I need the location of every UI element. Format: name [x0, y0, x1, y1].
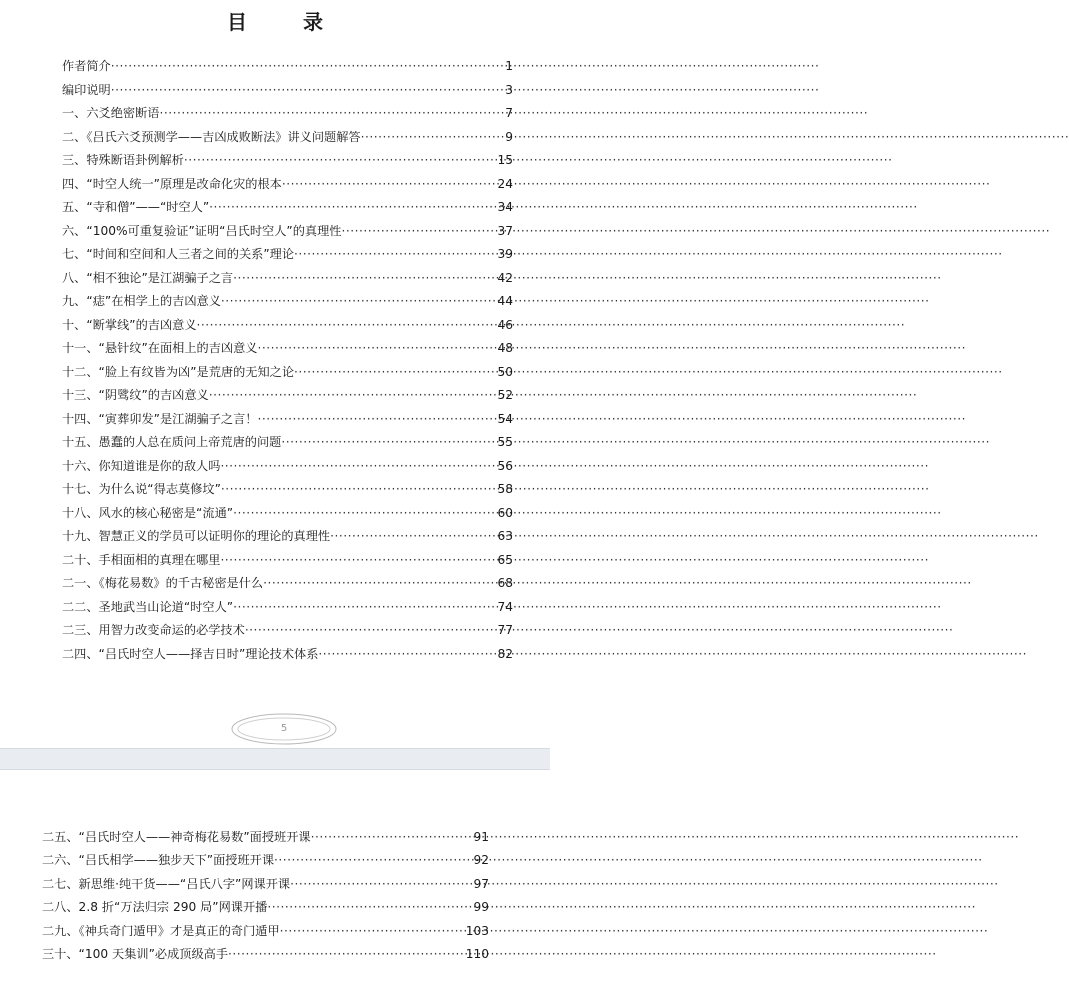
toc-entry-page: 103 — [465, 923, 489, 938]
toc-entry-page: 15 — [497, 153, 513, 167]
toc-entry-page: 37 — [497, 223, 513, 238]
toc-dot-leader — [245, 623, 498, 637]
toc-entry-title: 十八、风水的核心秘密是“流通” — [62, 505, 234, 520]
toc-dot-leader — [233, 600, 497, 614]
toc-entry-title: 九、“痣”在相学上的吉凶意义 — [62, 294, 221, 308]
toc-dot-leader — [318, 647, 497, 661]
toc-entry-page: 63 — [497, 529, 513, 543]
toc-entry-page: 7 — [505, 106, 513, 120]
toc-entry-title: 编印说明 — [62, 82, 111, 97]
toc-entry[interactable] — [62, 57, 513, 81]
toc-dot-leader — [197, 318, 498, 332]
toc-entry-title: 一、六爻绝密断语 — [62, 106, 160, 120]
toc-entry-title: 作者简介 — [62, 59, 111, 73]
toc-entry-title: 二二、圣地武当山论道“时空人” — [62, 599, 234, 614]
toc-dot-leader — [209, 200, 497, 214]
toc-dot-leader — [281, 435, 497, 449]
toc-dot-leader — [220, 459, 497, 473]
toc-entry[interactable] — [62, 645, 513, 669]
toc-entry-title: 十六、你知道谁是你的敌人吗 — [62, 458, 221, 473]
toc-entry[interactable] — [42, 898, 489, 921]
toc-entry[interactable] — [62, 151, 513, 175]
toc-entry[interactable] — [62, 598, 513, 622]
toc-entry-title: 十二、“脸上有纹皆为凶”是荒唐的无知之论 — [62, 364, 295, 379]
toc-dot-leader — [290, 877, 473, 891]
toc-entry-page: 42 — [497, 270, 513, 285]
toc-entry[interactable] — [42, 945, 489, 968]
toc-entry-page: 82 — [497, 646, 513, 661]
toc-entry-page: 65 — [497, 552, 513, 567]
toc-dot-leader — [361, 130, 506, 144]
toc-entry-title: 十、“断掌线”的吉凶意义 — [62, 317, 197, 332]
toc-dot-leader — [220, 553, 497, 567]
toc-entry[interactable] — [62, 457, 513, 481]
table-of-contents-continued — [42, 828, 489, 968]
page-number: 5 — [280, 723, 288, 734]
toc-entry-title: 十一、“悬针纹”在面相上的吉凶意义 — [62, 341, 258, 355]
toc-entry-page: 97 — [473, 876, 489, 891]
page-number-badge — [230, 712, 338, 746]
toc-entry-title: 二六、“吕氏相学——独步天下”面授班开课 — [42, 853, 275, 868]
toc-dot-leader — [267, 900, 473, 914]
toc-dot-leader — [280, 924, 466, 938]
toc-entry-page: 56 — [497, 458, 513, 473]
toc-entry-page: 24 — [497, 176, 513, 191]
toc-dot-leader — [257, 412, 497, 426]
toc-entry[interactable] — [62, 269, 513, 293]
toc-entry-page: 44 — [497, 294, 513, 308]
toc-entry[interactable] — [62, 81, 513, 105]
toc-entry-page: 74 — [497, 599, 513, 614]
toc-dot-leader — [228, 947, 466, 961]
toc-entry[interactable] — [62, 198, 513, 222]
toc-entry-page: 1 — [505, 59, 513, 73]
toc-entry[interactable] — [62, 527, 513, 551]
toc-entry[interactable] — [42, 828, 489, 851]
toc-entry-title: 七、“时间和空间和人三者之间的关系”理论 — [62, 247, 295, 261]
toc-entry-page: 54 — [497, 411, 513, 426]
toc-dot-leader — [111, 83, 505, 97]
page-separator — [0, 748, 550, 770]
toc-entry-page: 39 — [497, 247, 513, 261]
toc-entry[interactable] — [62, 316, 513, 340]
toc-dot-leader — [221, 482, 498, 496]
toc-entry-title: 二十、手相面相的真理在哪里 — [62, 552, 221, 567]
toc-entry[interactable] — [62, 621, 513, 645]
toc-entry[interactable] — [62, 433, 513, 457]
toc-dot-leader — [263, 576, 497, 590]
toc-entry-page: 77 — [497, 623, 513, 637]
toc-dot-leader — [160, 106, 506, 120]
toc-entry-page: 68 — [497, 576, 513, 590]
toc-entry[interactable] — [62, 504, 513, 528]
toc-entry[interactable] — [62, 104, 513, 128]
toc-entry[interactable] — [62, 245, 513, 269]
toc-entry-page: 110 — [465, 946, 489, 961]
toc-entry-page: 46 — [497, 317, 513, 332]
toc-entry-page: 50 — [497, 364, 513, 379]
toc-entry[interactable] — [62, 410, 513, 434]
toc-dot-leader — [330, 529, 497, 543]
toc-entry-title: 四、“时空人统一”原理是改命化灾的根本 — [62, 176, 282, 191]
toc-entry-title: 二九、《神兵奇门遁甲》才是真正的奇门遁甲 — [42, 923, 280, 938]
toc-dot-leader — [184, 153, 498, 167]
toc-entry-page: 92 — [473, 853, 489, 868]
toc-entry-title: 三、特殊断语卦例解析 — [62, 153, 184, 167]
toc-entry[interactable] — [62, 363, 513, 387]
toc-dot-leader — [341, 224, 497, 238]
toc-dot-leader — [233, 506, 497, 520]
toc-entry-page: 34 — [497, 200, 513, 214]
toc-entry-page: 60 — [497, 505, 513, 520]
toc-dot-leader — [282, 177, 498, 191]
toc-entry[interactable] — [42, 851, 489, 874]
toc-dot-leader — [111, 59, 505, 73]
toc-entry-page: 48 — [497, 341, 513, 355]
toc-title: 目 录 — [227, 10, 341, 34]
toc-dot-leader — [209, 388, 498, 402]
toc-entry-title: 二一、《梅花易数》的千古秘密是什么 — [62, 576, 264, 590]
toc-entry-page: 52 — [497, 388, 513, 402]
toc-entry-title: 六、“100%可重复验证”证明“吕氏时空人”的真理性 — [62, 223, 342, 238]
toc-entry-page: 55 — [497, 435, 513, 449]
toc-entry-title: 二、《吕氏六爻预测学——吉凶成败断法》讲义问题解答 — [62, 129, 361, 144]
toc-dot-leader — [294, 247, 497, 261]
toc-entry-title: 二八、2.8 折“万法归宗 290 局”网课开播 — [42, 900, 268, 915]
toc-entry[interactable] — [62, 175, 513, 199]
toc-entry[interactable] — [62, 292, 513, 316]
toc-dot-leader — [311, 830, 474, 844]
toc-entry[interactable] — [62, 386, 513, 410]
toc-entry-page: 58 — [497, 482, 513, 496]
toc-entry[interactable] — [62, 480, 513, 504]
toc-entry[interactable] — [62, 574, 513, 598]
toc-entry-page: 91 — [473, 830, 489, 844]
toc-entry-page: 99 — [473, 900, 489, 915]
toc-entry-title: 八、“相不独论”是江湖骗子之言 — [62, 270, 234, 285]
toc-entry-title: 十九、智慧正义的学员可以证明你的理论的真理性 — [62, 529, 331, 543]
toc-entry[interactable] — [62, 339, 513, 363]
toc-entry-title: 十五、愚蠢的人总在质问上帝荒唐的问题 — [62, 435, 282, 449]
toc-entry-title: 二三、用智力改变命运的必学技术 — [62, 623, 245, 637]
toc-entry-title: 二七、新思维·纯干货——“吕氏八字”网课开课 — [42, 876, 291, 891]
toc-entry-title: 二五、“吕氏时空人——神奇梅花易数”面授班开课 — [42, 830, 311, 844]
toc-dot-leader — [274, 853, 473, 867]
toc-entry-title: 十四、“寅葬卯发”是江湖骗子之言！ — [62, 411, 258, 426]
toc-entry-title: 三十、“100 天集训”必成顶级高手 — [42, 946, 229, 961]
toc-dot-leader — [294, 365, 497, 379]
toc-entry-title: 十三、“阴骘纹”的吉凶意义 — [62, 388, 209, 402]
toc-dot-leader — [233, 271, 497, 285]
toc-entry-title: 二四、“吕氏时空人——择吉日时”理论技术体系 — [62, 646, 319, 661]
toc-dot-leader — [221, 294, 498, 308]
toc-dot-leader — [257, 341, 497, 355]
toc-entry[interactable] — [62, 222, 513, 246]
toc-entry[interactable] — [62, 551, 513, 575]
toc-entry-page: 9 — [505, 129, 513, 144]
toc-entry-title: 十七、为什么说“得志莫修坟” — [62, 482, 221, 496]
toc-entry[interactable] — [62, 128, 513, 152]
toc-entry-title: 五、“寺和僧”——“时空人” — [62, 200, 210, 214]
toc-entry-page: 3 — [505, 82, 513, 97]
table-of-contents — [62, 57, 513, 668]
toc-entry[interactable] — [42, 922, 489, 945]
toc-entry[interactable] — [42, 875, 489, 898]
